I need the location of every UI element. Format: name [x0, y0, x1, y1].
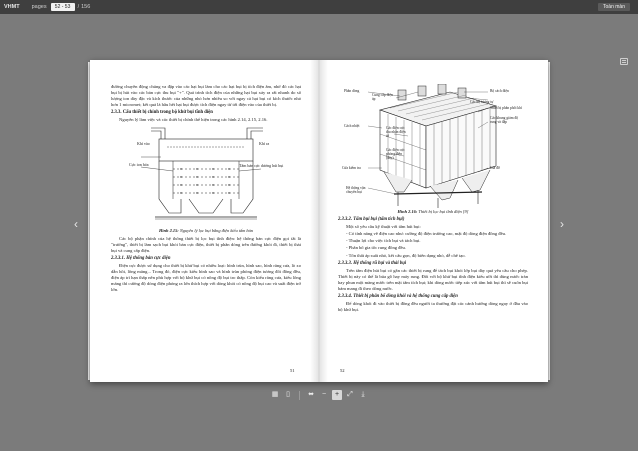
section-paragraph-2332: Một số yêu cầu kỹ thuật với tấm hút bụi: — [346, 224, 421, 230]
section-heading-2332: 2.3.3.2. Tấm bụi bụi (tấm tích bụi) — [338, 217, 405, 223]
bullet-item: - Tốn thất áp suất nhỏ, kết cấu gọn, độ biến dạng nhỏ, dễ chế tạo. — [346, 252, 466, 258]
section-paragraph-2334: Để dòng khói đi vào thiết bị đồng đều người ta thường đặt các cánh hướng dòng ngay ở đầu vào bộ khử bụi. — [338, 301, 528, 313]
fig-label-cac-bo-tuong-tu: Các bộ tương tự — [470, 100, 494, 104]
section-heading-233: 2.3.3. Cấu thiết bị chính trong bộ khử bụi tĩnh điện — [111, 110, 213, 116]
discharge-electrode-label: Cực ion hóa — [129, 161, 149, 167]
right-page-number: 52 — [340, 368, 345, 373]
fig-label-cung-cap-dien-ap: Cung cấp điện áp — [372, 93, 393, 101]
book-spread — [90, 60, 548, 382]
zoom-in-icon[interactable]: + — [332, 390, 342, 400]
fig-label-dien-cuc-phong: Các điện cực phóng điện (dây) — [386, 148, 405, 160]
section-paragraph-2331: Điện cực được sử dụng cho thiết bị khử bụi có nhiều loại: hình trùn, hình sao, hình răng cưa, lò xo dẫn hồi, lông măng... Trong đó, điện cực kiểu hình sao và hình trùn phòng điện tương đối đồng đều, điện áp trì hạn thấp nên phù hợp với bộ khử bụi có nồng độ bụi tro thấp. Còn kiểu răng cưa, kiểu lông măng thì cường độ dòng điện phóng ra lớn thích hợp với dòng khói có nồng độ bụi cao và suất điện trở lớn. — [111, 263, 301, 293]
figure-2-15-caption — [111, 228, 301, 234]
next-page-arrow-icon[interactable]: › — [560, 217, 564, 231]
book-gutter — [310, 60, 328, 382]
section-heading-2334: 2.3.3.4. Thiết bị phân bố dòng khói và hệ thống cung cấp điện — [338, 294, 458, 300]
section-paragraph-2333: Trên tấm điện hút bụi có gắn các thiết bị rung để tách bụi khỏi lớp bụi dày quá yêu cầu cho phép. Thiết bị này có thể là búa gõ hay máy rung. Đối với bộ khử bụi tĩnh điện kiểu ướt thì dùng nước tràn hay phun một màng nước trên mặt tấm tích bụi; khi dòng nước tiếp xúc với tấm hút bụi thì sẽ cuốn bụi bám mang đi theo dòng nước. — [338, 267, 528, 292]
fig-label-phan-dong: Phần dòng — [344, 89, 360, 93]
fig-label-cua-kiem-tra: Cửa kiểm tra — [342, 166, 361, 170]
expand-icon[interactable]: ⤢ — [347, 391, 353, 398]
section-paragraph-233: Nguyên lý làm việc và các thiết bị chính thể hiện trong các hình 2.14, 2.15, 2.16. — [119, 117, 268, 123]
fig-label-khung-giam-rung: Các khung giảm độ rung và đập — [490, 116, 519, 124]
single-page-icon[interactable]: ▯ — [286, 391, 290, 398]
fig-label-gia-do: Giá đỡ — [490, 166, 500, 170]
download-icon[interactable]: ⤓ — [361, 391, 365, 398]
right-page — [338, 84, 528, 314]
figure-2-16-number: Hình 2.16: — [397, 209, 418, 214]
prev-page-arrow-icon[interactable]: ‹ — [74, 217, 78, 231]
figure-2-15-text: Nguyên lý lọc bụi bằng điện kiểu tấm bản — [179, 227, 254, 233]
page-separator: / — [77, 4, 80, 10]
comment-icon[interactable] — [620, 58, 628, 65]
bottom-toolbar — [0, 386, 638, 404]
figure-2-16 — [338, 84, 528, 208]
bullet-item: - Thuận lợi cho việc tích bụi và tách bụi. — [346, 238, 421, 244]
left-page-number: 51 — [290, 368, 295, 373]
grid-view-icon[interactable]: ▦ — [271, 391, 279, 398]
fig-label-thiet-bi-phan-phoi-khi: Thiết bị phân phối khí — [490, 106, 522, 110]
gas-in-label: Khí vào — [137, 140, 150, 146]
intro-paragraph: đường chuyền động chúng va đập vào các hạt bụi làm cho các hạt bụi bị tích điện âm, nhờ đó các hạt bụi bị hút vào các bản cực thu bụi "+". Quá trình tích điện của những hạt bụi xảy ra rất nhanh do số lượng ion dày đặc và kích thước của những nhỏ hơn nhiều so với ngay cả hạt bụi có kích thước nhỏ hơn 1 micromet; kết quả là hầu hết hạt bụi được tích điện ngay từ tới điện vào của thiết bị. — [111, 84, 301, 108]
page-number-input[interactable]: 52 - 53 — [51, 3, 75, 11]
left-page — [111, 84, 301, 295]
fig-label-van-chuyen-bui: Hệ thống vận chuyển bụi — [346, 186, 366, 194]
total-pages: 156 — [81, 4, 91, 10]
figure-2-16-text: Thiết bị lọc bụi tĩnh điện [9] — [418, 209, 469, 214]
pages-label: pages — [31, 4, 47, 10]
section-heading-2333: 2.3.3.3. Hệ thống rũ bụi và thải bụi — [338, 260, 407, 266]
fit-width-icon[interactable]: ⬌ — [308, 391, 314, 398]
bullet-item: - Có tính năng về điện cao như: cường độ điện trường cao, mật độ dòng điện đồng đều. — [346, 231, 507, 237]
figure-2-15-number: Hình 2.15: — [158, 227, 179, 233]
section-heading-2331: 2.3.3.1. Hệ thống bản cực điện — [111, 255, 171, 261]
toolbar-divider — [299, 391, 300, 400]
zoom-out-icon[interactable]: − — [321, 391, 327, 398]
fullscreen-button[interactable]: Toàn màn — [598, 3, 630, 11]
components-paragraph: Các bộ phận chính của hệ thống thiết bị lọc bụi tĩnh điện: hệ thống bản cực điện gọi tắt là "trường", thiết bị làm sạch bụi khỏi bản cực điện, thiết bị phân dòng trên đường khói đi, thiết bị thải bụi và cung cấp điện. — [111, 235, 301, 253]
figure-2-16-caption — [338, 209, 528, 215]
gas-out-label: Khí ra — [259, 140, 270, 146]
collector-plate-label: Tấm bản cực dương hút bụi — [239, 162, 284, 168]
brand-logo[interactable]: VHMT — [4, 4, 20, 10]
bullet-item: - Phân bố gia tốc rung đồng đều. — [346, 245, 406, 251]
fig-label-bo-cach-dien: Bộ cách điện — [490, 89, 509, 93]
fig-label-dien-cuc-nhan: Các điện cực thu nhận điện tử — [386, 126, 406, 138]
figure-2-15 — [111, 125, 301, 227]
fig-label-cach-nhiet: Cách nhiệt — [344, 124, 360, 128]
top-toolbar — [0, 0, 638, 14]
